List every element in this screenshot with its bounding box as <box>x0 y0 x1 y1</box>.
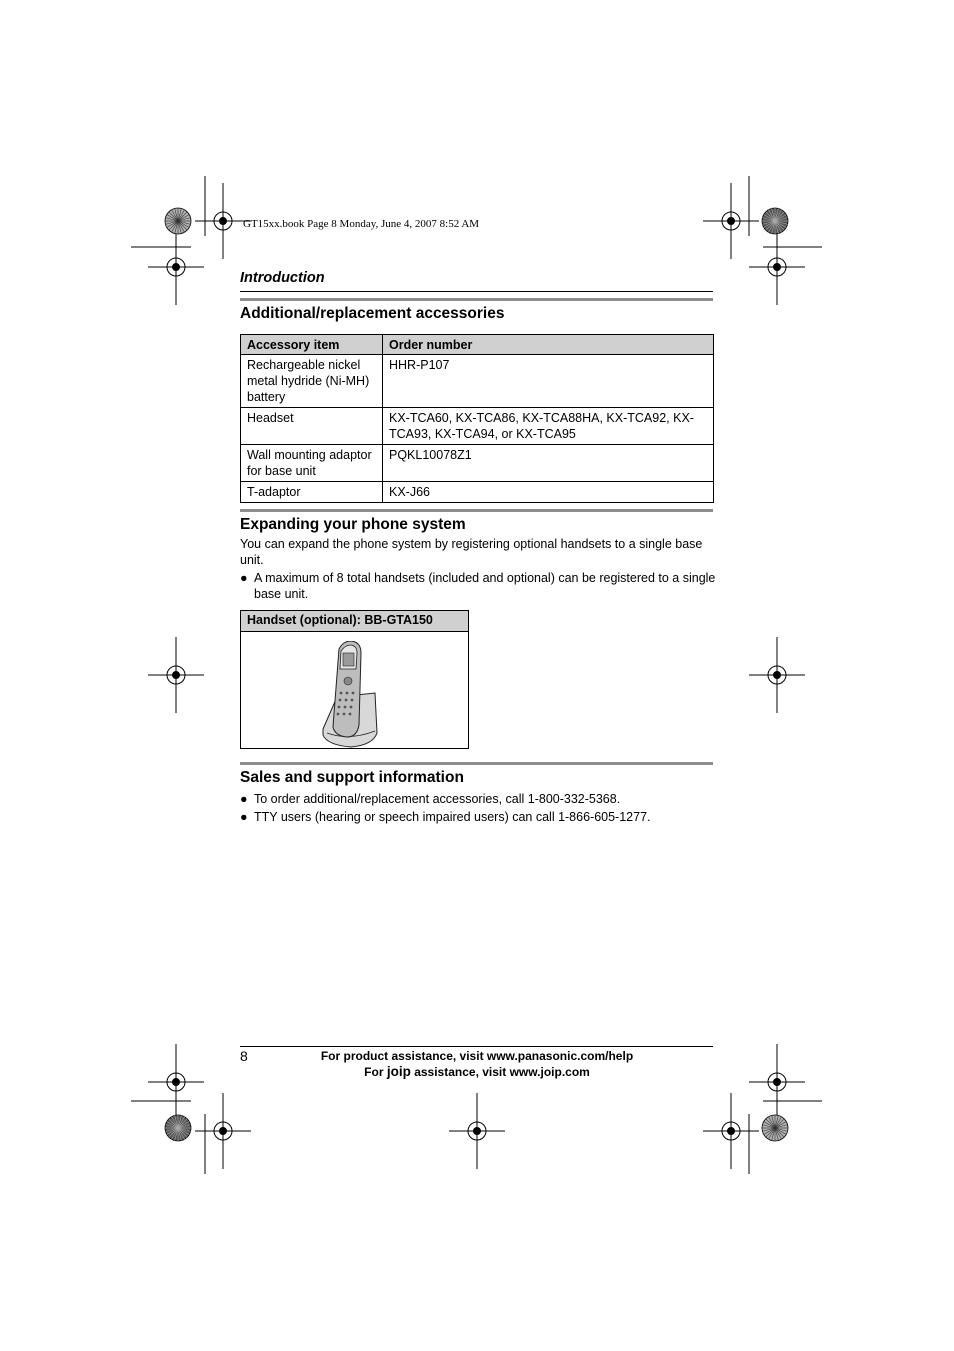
list-item <box>240 570 716 602</box>
registration-target-icon <box>449 1093 505 1169</box>
accessory-cell: T-adaptor <box>241 482 383 503</box>
registration-target-icon <box>749 1044 805 1120</box>
registration-target-icon <box>749 229 805 305</box>
footer-help-line: For product assistance, visit www.panasonic.com/help <box>320 1049 634 1063</box>
heading-rule <box>240 762 713 765</box>
bullet-icon: ● <box>240 792 248 806</box>
page-number: 8 <box>240 1048 248 1064</box>
table-row <box>241 445 714 482</box>
starburst-target-icon <box>762 1115 788 1141</box>
accessories-table <box>240 334 714 503</box>
heading-rule <box>240 298 713 301</box>
footer-joip-line <box>300 1064 654 1080</box>
accessory-cell: Rechargeable nickel metal hydride (Ni-MH) battery <box>241 355 383 408</box>
order-number-cell: KX-J66 <box>383 482 714 503</box>
expanding-intro: You can expand the phone system by registering optional handsets to a single base unit. <box>240 537 703 567</box>
starburst-target-icon <box>165 208 191 234</box>
section-label: Introduction <box>240 270 325 286</box>
bullet-text: TTY users (hearing or speech impaired users) can call 1-866-605-1277. <box>254 810 651 824</box>
bullet-text: To order additional/replacement accessories, call 1-800-332-5368. <box>254 792 621 806</box>
registration-target-icon <box>148 229 204 305</box>
registration-target-icon <box>148 637 204 713</box>
list-item <box>240 809 716 825</box>
joip-logo-text: joip <box>386 1064 411 1079</box>
handset-box-header <box>241 611 468 632</box>
table-row <box>241 482 714 503</box>
bullet-icon: ● <box>240 571 248 585</box>
order-number-cell: KX-TCA60, KX-TCA86, KX-TCA88HA, KX-TCA92, KX-TCA93, KX-TCA94, or KX-TCA95 <box>383 408 714 445</box>
bullet-icon: ● <box>240 810 248 824</box>
accessory-cell: Wall mounting adaptor for base unit <box>241 445 383 482</box>
footer-rule <box>240 1046 713 1047</box>
registration-target-icon <box>148 1044 204 1120</box>
list-item <box>240 791 716 807</box>
footer-joip-suffix: assistance, visit www.joip.com <box>414 1065 590 1079</box>
starburst-target-icon <box>762 208 788 234</box>
starburst-target-icon <box>165 1115 191 1141</box>
handset-figure-box <box>240 610 469 749</box>
column-header-order-number: Order number <box>383 335 714 355</box>
section-rule <box>240 291 713 292</box>
registration-target-icon <box>703 1093 759 1169</box>
registration-target-icon <box>703 183 759 259</box>
column-header-accessory: Accessory item <box>241 335 383 355</box>
cordless-handset-illustration <box>313 641 393 751</box>
accessories-heading: Additional/replacement accessories <box>240 305 505 322</box>
registration-target-icon <box>749 637 805 713</box>
table-row <box>241 408 714 445</box>
table-row <box>241 355 714 408</box>
order-number-cell: HHR-P107 <box>383 355 714 408</box>
expanding-heading: Expanding your phone system <box>240 516 466 533</box>
heading-rule <box>240 509 713 512</box>
bullet-text: A maximum of 8 total handsets (included and optional) can be registered to a single base unit. <box>254 571 716 601</box>
print-info-line: GT15xx.book Page 8 Monday, June 4, 2007 8:52 AM <box>243 218 480 230</box>
sales-heading: Sales and support information <box>240 769 464 786</box>
handset-box-title: Handset (optional): BB-GTA150 <box>247 613 433 627</box>
footer-joip-prefix: For <box>364 1065 384 1079</box>
table-header-row <box>241 335 714 355</box>
registration-target-icon <box>195 1093 251 1169</box>
order-number-cell: PQKL10078Z1 <box>383 445 714 482</box>
accessory-cell: Headset <box>241 408 383 445</box>
